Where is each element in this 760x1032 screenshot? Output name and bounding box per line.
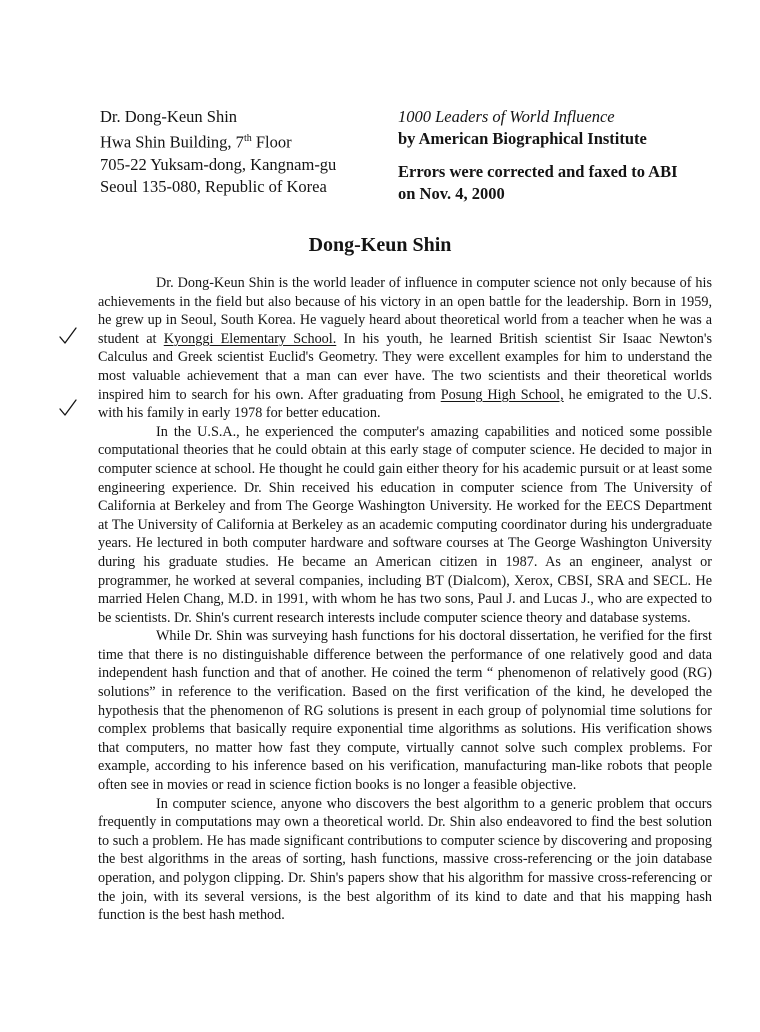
- sender-city: Seoul 135-080, Republic of Korea: [100, 176, 327, 196]
- sender-street: 705-22 Yuksam-dong, Kangnam-gu: [100, 154, 337, 174]
- school-high: Posung High School,: [440, 386, 564, 403]
- checkmark-icon: [58, 398, 78, 418]
- publication-title: 1000 Leaders of World Influence: [398, 107, 615, 126]
- sender-building: [100, 128, 380, 154]
- paragraph-text: In his youth, he learned British scientist Sir Isaac Newton's Calculus and Greek scientist Euclid's Geometry. They were excellent examples for him to understand the most valuable achievement that a man can ever have. The two scientists and their theoretical worlds inspired him to search for his own. After graduating from: [98, 330, 712, 403]
- paragraph-hash-research: While Dr. Shin was surveying hash functions for his doctoral dissertation, he verified for the first time that there is no distinguishable difference between the performance of one relatively good and data independent hash function and that of another. He coined the term “ phenomenon of relatively good (RG) solutions” in reference to the verification. Based on the first verification of the kind, he developed the hypothesis that the phenomenon of RG solutions is present in each group of polynomial time solutions for complex problems that basically require exponential time algorithms as solutions. His verification shows that computers, no matter how fast they compute, virtually cannot solve such complex problems. For example, according to his inference based on his verification, manufacturing man-like robots that people often see in movies or read in science fiction books is no longer a feasible objective.: [98, 628, 712, 794]
- floor-ordinal-suffix: th: [243, 133, 252, 144]
- document-title: Dong-Keun Shin: [308, 234, 452, 256]
- sender-building-name: Hwa Shin Building, 7: [100, 132, 244, 152]
- checkmark-icon-graphic: [58, 398, 78, 418]
- publication-publisher: by American Biographical Institute: [398, 129, 647, 148]
- paragraph-text: he emigrated to the U.S. with his family in early 1978 for better education.: [98, 386, 712, 422]
- paragraph-contributions: In computer science, anyone who discovers the best algorithm to a generic problem that occurs frequently in computations may own a theoretical world. Dr. Shin also endeavored to find the best solution to such a problem. He has made significant contributions to computer science by discovering and proposing the best algorithms in the areas of sorting, hash functions, massive cross-referencing or the join database operation, and polygon clipping. Dr. Shin's papers show that his algorithm for massive cross-referencing or the join, with its several versions, is the best algorithm of its kind to date and that his mapping hash function is the best hash method.: [98, 795, 712, 924]
- paragraph-education-career: In the U.S.A., he experienced the computer's amazing capabilities and noticed some possible computational theories that he could obtain at this early stage of computer science. He decided to major in computer science at school. He thought he could gain either theory for his academic pursuit or at least some engineering experience. Dr. Shin received his education in computer science from The University of California at Berkeley and from The George Washington University. He worked for the EECS Department at The University of California at Berkeley as an academic computing coordinator during his undergraduate years. He lectured in both computer hardware and software courses at The George Washington University during his graduate studies. He became an American citizen in 1987. As an engineer, analyst or programmer, he worked at several companies, including BT (Dialcom), Xerox, CBSI, SRA and SECL. He married Helen Chang, M.D. in 1991, with whom he has two sons, Paul J. and Lucas J., who are expected to be scientists. Dr. Shin's current research interests include computer science theory and database systems.: [98, 423, 712, 626]
- correction-note-line2: on Nov. 4, 2000: [398, 184, 505, 203]
- correction-note-line1: Errors were corrected and faxed to ABI: [398, 162, 678, 181]
- publication-block: [398, 106, 738, 205]
- checkmark-icon: [58, 326, 78, 346]
- sender-name: Dr. Dong-Keun Shin: [100, 107, 238, 126]
- school-elementary: Kyonggi Elementary School.: [163, 330, 337, 347]
- floor-word: Floor: [251, 132, 292, 152]
- paragraph-early-life: [98, 274, 712, 423]
- paragraph-text: Dr. Dong-Keun Shin is the world leader of influence in computer science not only because of his achievements in the field but also because of his victory in an open battle for the leadership. Born in 1959, he grew up in Seoul, South Korea. He vaguely heard about theoretical world from a teacher when he was a student at: [98, 275, 712, 347]
- checkmark-icon-graphic: [58, 326, 78, 346]
- spacer: [398, 150, 738, 161]
- biography-body: [98, 274, 712, 925]
- sender-address-block: [100, 106, 380, 198]
